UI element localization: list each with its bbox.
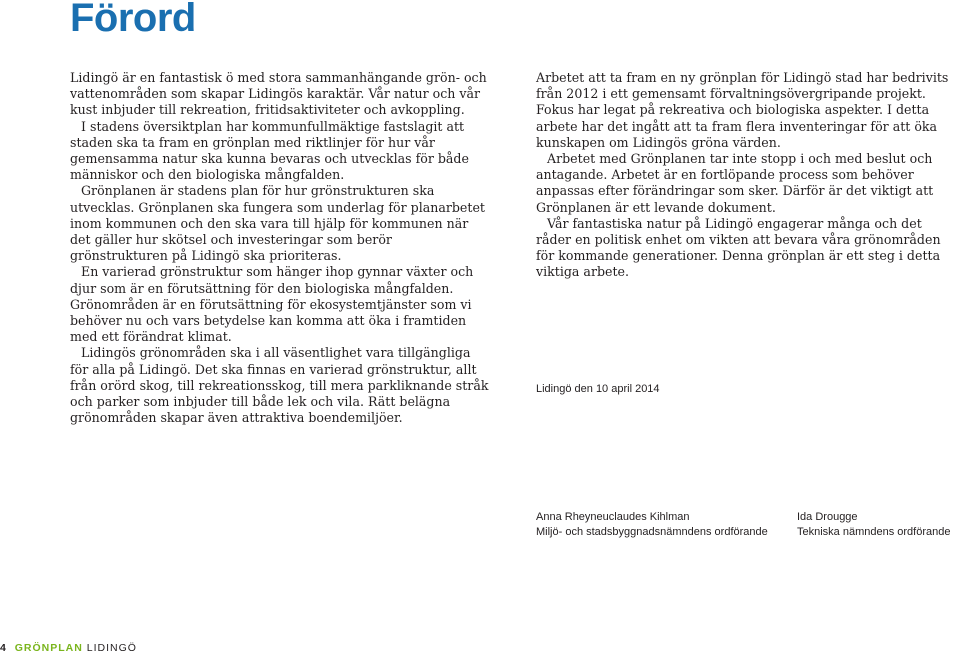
signature-block-1 — [536, 510, 768, 540]
signature-role: Miljö- och stadsbyggnadsnämndens ordförande — [536, 526, 768, 538]
paragraph: Arbetet att ta fram en ny grönplan för Lidingö stad har bedrivits från 2012 i ett gemensamt förvaltningsövergripande projekt. Fokus har legat på rekreativa och biologiska aspekter. I detta arbete har det ingått att ta fram flera inventeringar för att öka kunskapen om Lidingös gröna värden. — [536, 70, 949, 150]
date-line: Lidingö den 10 april 2014 — [536, 383, 660, 395]
paragraph: Vår fantastiska natur på Lidingö engagerar många och det råder en politisk enhet om vikten att bevara våra grönområden för kommande generationer. Denna grönplan är ett steg i detta viktiga arbete. — [536, 215, 941, 280]
paragraph: Grönplanen är stadens plan för hur grönstrukturen ska utvecklas. Grönplanen ska fungera som underlag för planarbetet inom kommunen och den ska vara till hjälp för kommunen när det gäller hur skötsel och investeringar som berör grönstrukturen på Lidingö ska prioriteras. — [70, 183, 485, 264]
signature-block-2 — [797, 510, 950, 540]
right-column — [536, 70, 954, 281]
signature-name: Anna Rheyneuclaudes Kihlman — [536, 511, 690, 523]
footer-title-green: GRÖNPLAN — [14, 642, 83, 654]
paragraph: Lidingö är en fantastisk ö med stora sammanhängande grön- och vattenområden som skapar Lidingös karaktär. Vår natur och vår kust inbjuder till rekreation, fritidsaktiviteter och avkoppling. — [70, 70, 487, 118]
page-number: 4 — [0, 642, 7, 654]
paragraph: En varierad grönstruktur som hänger ihop gynnar växter och djur som är en förutsättning för den biologiska mångfalden. Grönområden är en förutsättning för ekosystemtjänster som vi behöver nu och vars betydelse kan komma att öka i framtiden med ett förändrat klimat. — [70, 264, 474, 345]
signature-name: Ida Drougge — [797, 511, 858, 523]
signature-role: Tekniska nämndens ordförande — [797, 526, 951, 538]
page-footer — [0, 642, 137, 654]
page-title: Förord — [70, 0, 196, 40]
paragraph: Arbetet med Grönplanen tar inte stopp i och med beslut och antagande. Arbetet är en fortlöpande process som behöver anpassas efter förändringar som sker. Därför är det viktigt att Grönplanen är ett levande dokument. — [536, 151, 934, 215]
paragraph: Lidingös grönområden ska i all väsentlighet vara tillgängliga för alla på Lidingö. Det ska finnas en varierad grönstruktur, allt från orörd skog, till rekreationsskog, till mera parkliknande stråk och parker som inbjuder till både lek och vila. Rätt belägna grönområden skapar även attraktiva boendemiljöer. — [70, 345, 489, 426]
left-column — [70, 70, 490, 426]
paragraph: I stadens översiktplan har kommunfullmäktige fastslagit att staden ska ta fram en grönplan med riktlinjer för hur vår gemensamma natur ska kunna bevaras och utvecklas för både människor och den biologiska mångfalden. — [70, 118, 469, 183]
footer-title-rest: LIDINGÖ — [86, 642, 137, 654]
